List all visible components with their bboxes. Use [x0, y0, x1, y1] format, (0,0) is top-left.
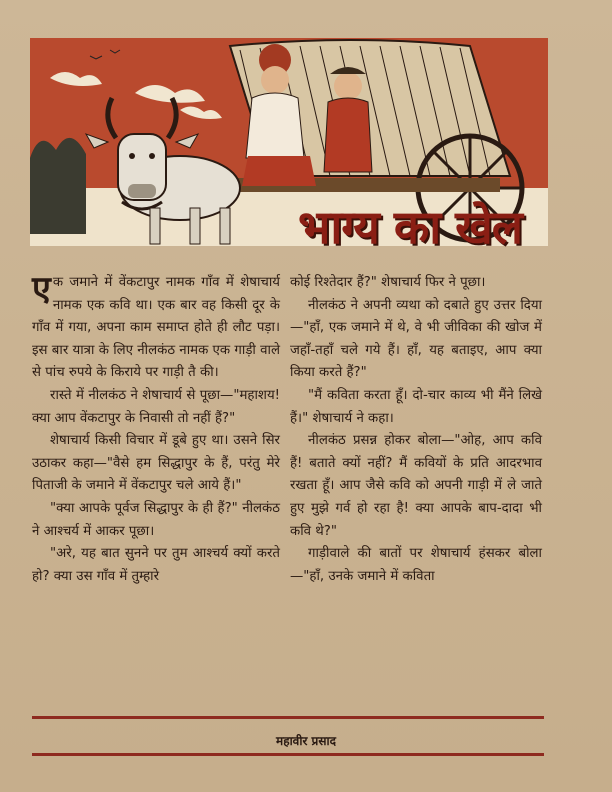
paragraph: "अरे, यह बात सुनने पर तुम आश्चर्य क्यों करते हो? क्या उस गाँव में तुम्हारे	[32, 546, 280, 584]
paragraph: नीलकंठ ने अपनी व्यथा को दबाते हुए उत्तर दिया—"हाँ, एक जमाने में थे, वे भी जीविका की खोज में जहाँ-तहाँ चले गये हैं। हाँ, यह बताइए, आप क्या किया करते हैं?"	[290, 297, 542, 381]
paragraph: "क्या आपके पूर्वज सिद्धापुर के ही हैं?" नीलकंठ ने आश्चर्य में आकर पूछा।	[32, 500, 280, 539]
paragraph: गाड़ीवाले की बातों पर शेषाचार्य हंसकर बोला—"हाँ, उनके जमाने में कविता	[290, 546, 542, 584]
drop-cap: ए	[32, 269, 51, 309]
paragraph: शेषाचार्य किसी विचार में डूबे हुए था। उसने सिर उठाकर कहा—"वैसे हम सिद्धापुर के हैं, परंतु मेरे पिताजी के जमाने में वेंकटापुर चले आये हैं।"	[32, 433, 280, 494]
divider-top	[32, 716, 544, 719]
text-column-right	[290, 272, 542, 588]
divider-bottom	[32, 753, 544, 756]
paragraph: नीलकंठ प्रसन्न होकर बोला—"ओह, आप कवि हैं! बताते क्यों नहीं? मैं कवियों के प्रति आदरभाव रखता हूँ। आप जैसे कवि को अपनी गाड़ी में ले जाते हुए मुझे गर्व हो रहा है! क्या आपके बाप-दादा भी कवि थे?"	[290, 433, 542, 539]
paragraph: कोई रिश्तेदार हैं?" शेषाचार्य फिर ने पूछा।	[290, 275, 486, 290]
story-title: भाग्य का खेल	[298, 200, 522, 254]
paragraph: रास्ते में नीलकंठ ने शेषाचार्य से पूछा—"महाशय! क्या आप वेंकटापुर के निवासी तो नहीं हैं?"	[32, 387, 280, 426]
author-credit: महावीर प्रसाद	[276, 734, 336, 748]
paragraph: "मैं कविता करता हूँ। दो-चार काव्य भी मैंने लिखे हैं।" शेषाचार्य ने कहा।	[290, 387, 542, 426]
text-column-left	[32, 269, 280, 588]
paragraph: एक जमाने में वेंकटापुर नामक गाँव में शेषाचार्य नामक एक कवि था। एक बार वह किसी दूर के गाँव में गया, अपना काम समाप्त होते ही लौट पड़ा। इस बार यात्रा के लिए नीलकंठ नामक एक गाड़ी वाले से पांच रुपये के किराये पर गाड़ी तै की।	[32, 269, 280, 381]
